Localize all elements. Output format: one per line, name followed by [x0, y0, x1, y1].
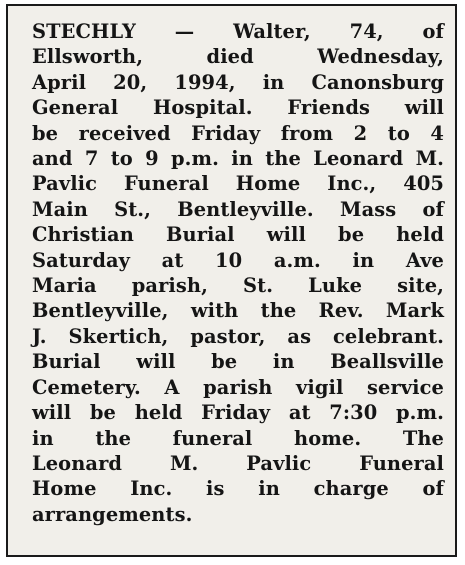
obituary-line: in the funeral home. The — [32, 426, 444, 450]
obituary-line: General Hospital. Friends will — [32, 96, 444, 120]
obituary-line: Bentleyville, with the Rev. Mark — [32, 299, 444, 323]
obituary-line: Main St., Bentleyville. Mass of — [32, 197, 444, 221]
obituary-line: Pavlic Funeral Home Inc., 405 — [32, 172, 444, 196]
obituary-line: Saturday at 10 a.m. in Ave — [32, 248, 444, 272]
obituary-line: STECHLY — Walter, 74, of — [32, 20, 444, 43]
obituary-line: Leonard M. Pavlic Funeral — [32, 451, 444, 475]
obituary-line: Home Inc. is in charge of — [32, 477, 444, 501]
obituary-line: Burial will be in Beallsville — [32, 350, 444, 374]
obituary-line: arrangements. — [32, 502, 193, 526]
obituary-line: Cemetery. A parish vigil service — [32, 375, 444, 399]
obituary-line: Ellsworth, died Wednesday, — [32, 45, 444, 69]
obituary-line: J. Skertich, pastor, as celebrant. — [32, 324, 444, 348]
obituary-line: Christian Burial will be held — [32, 223, 444, 247]
obituary-clipping — [6, 4, 457, 557]
obituary-line: be received Friday from 2 to 4 — [32, 121, 444, 145]
obituary-line: and 7 to 9 p.m. in the Leonard M. — [32, 147, 444, 171]
obituary-line: April 20, 1994, in Canonsburg — [32, 70, 444, 94]
obituary-text — [32, 19, 444, 527]
obituary-line: Maria parish, St. Luke site, — [32, 274, 444, 298]
obituary-line: will be held Friday at 7:30 p.m. — [32, 401, 444, 425]
